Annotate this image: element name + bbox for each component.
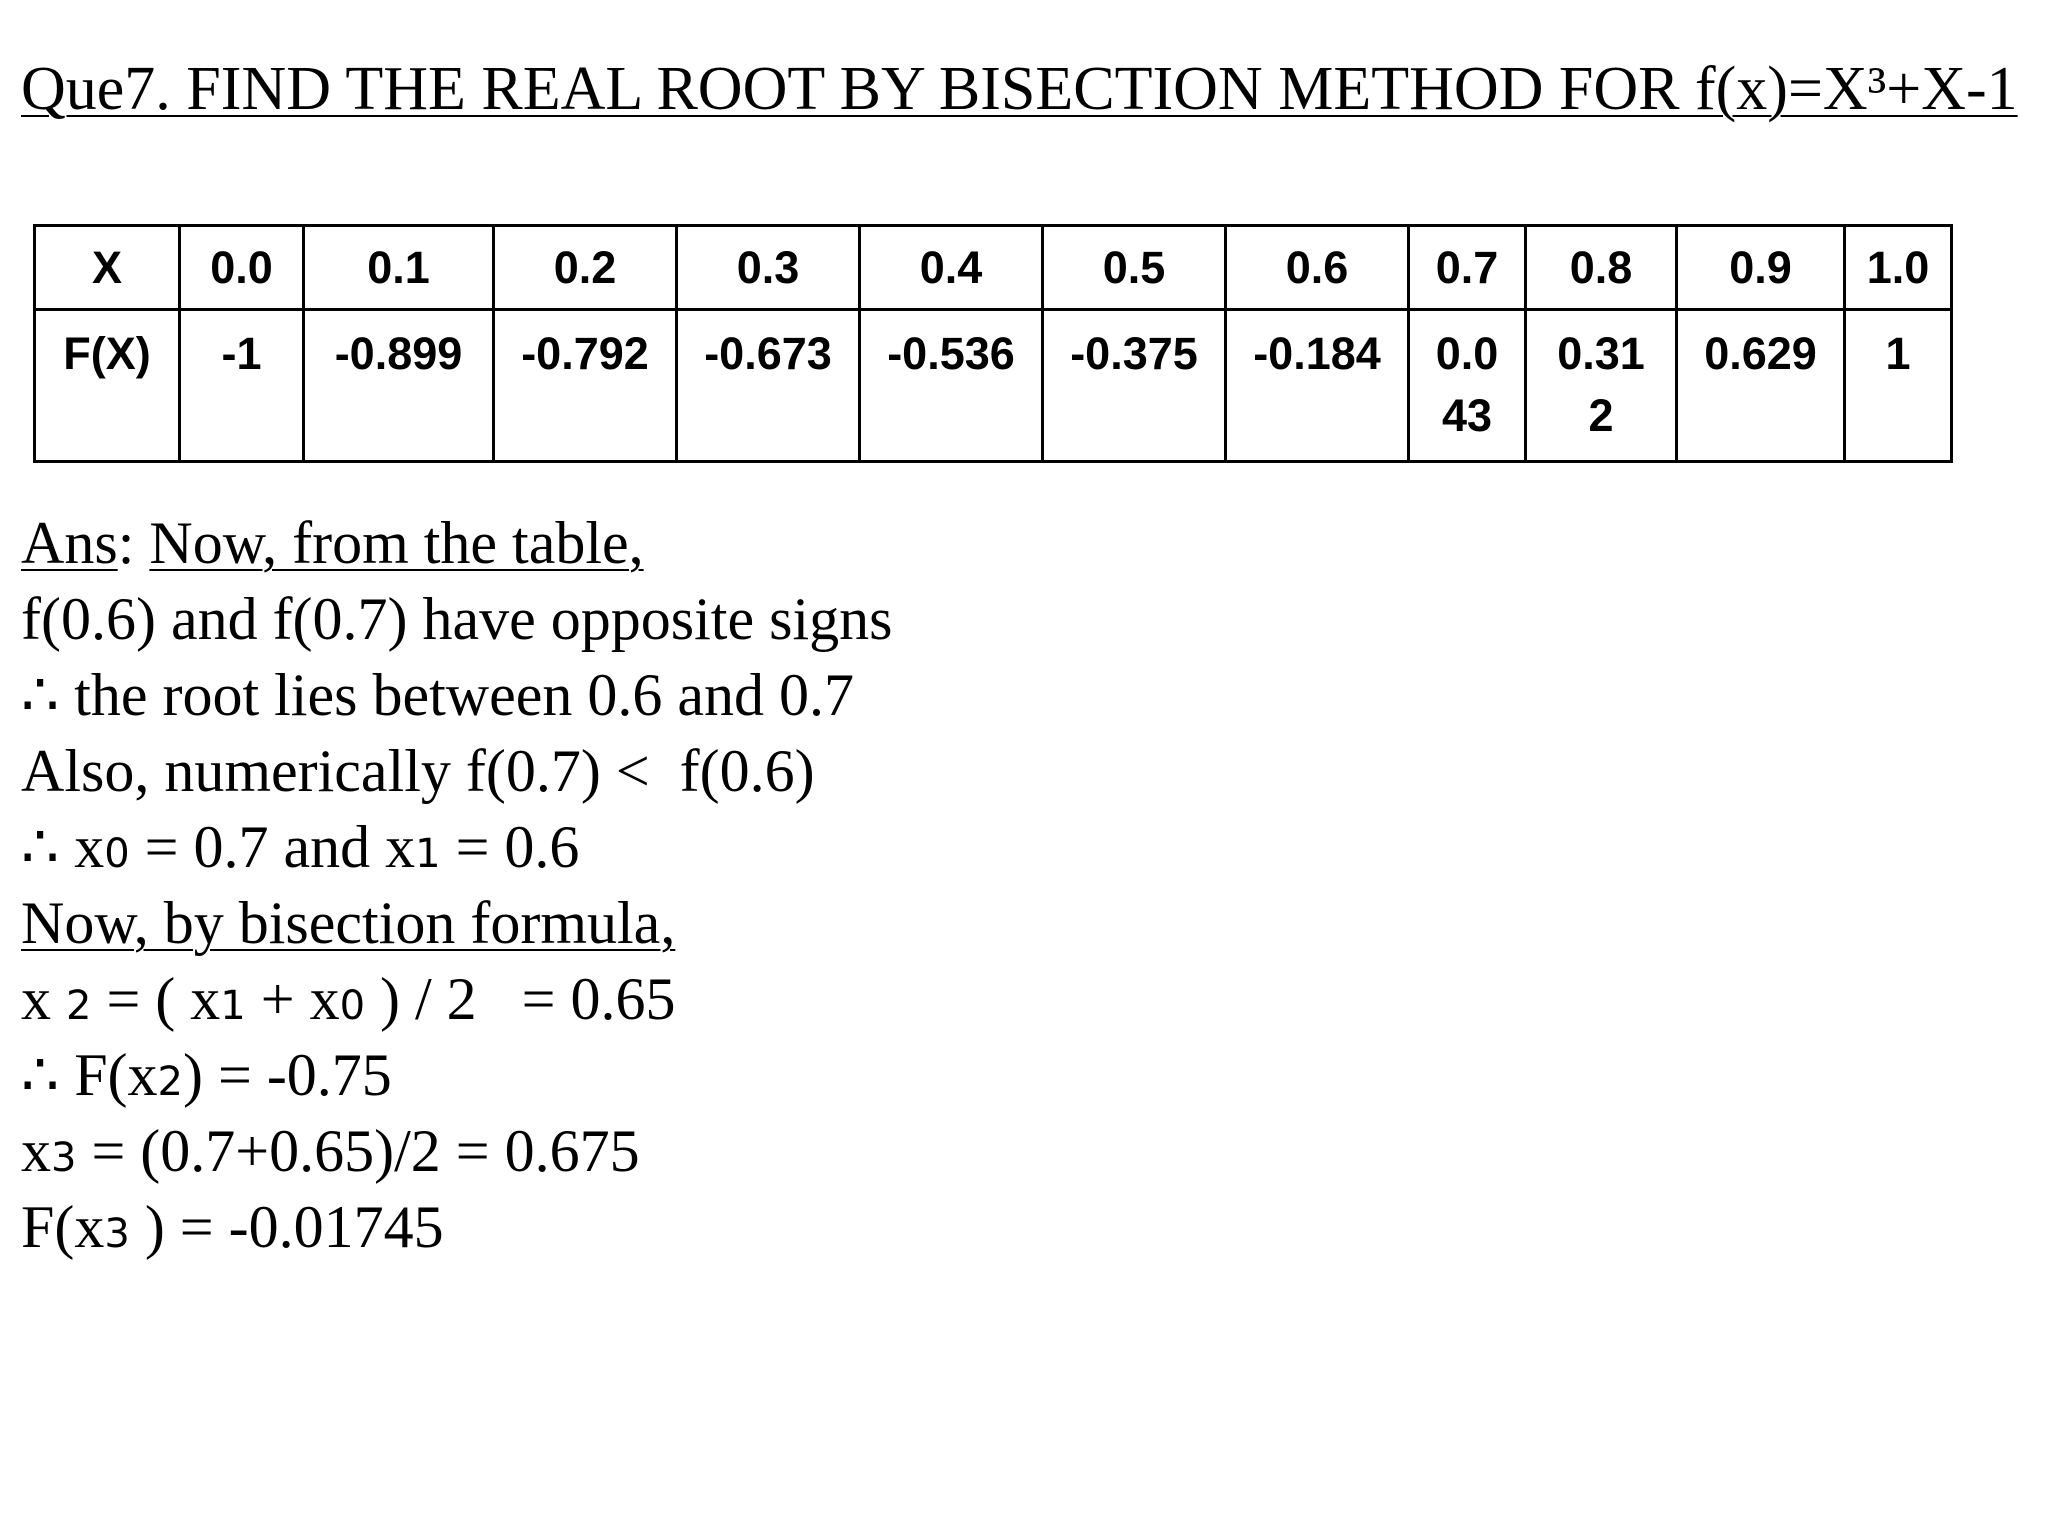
answer-line-formula	[21, 885, 892, 961]
x2-equation-a: = ( x	[91, 966, 221, 1032]
x2-sub1: 1	[220, 983, 246, 1029]
table-cell-fx: -0.375	[1043, 310, 1226, 462]
table-cell-x: 0.7	[1409, 226, 1526, 310]
table-cell-x: 0.9	[1677, 226, 1845, 310]
answer-line-x0-x1	[21, 809, 892, 885]
table-cell-x: 1.0	[1845, 226, 1952, 310]
answer-line-root-between	[21, 657, 892, 733]
x2-label: x	[21, 966, 66, 1032]
table-cell-fx: -0.536	[860, 310, 1043, 462]
table-header-fx: F(X)	[35, 310, 180, 462]
fx2-a: F(x	[74, 1042, 158, 1108]
fx3-subscript: 3	[104, 1211, 130, 1257]
x1-equation: = 0.6	[440, 814, 580, 880]
ans-label: Ans	[21, 510, 118, 576]
table-cell-fx: 0.312	[1526, 310, 1677, 462]
table-cell-fx: 0.043	[1409, 310, 1526, 462]
therefore-symbol: ∴	[21, 662, 60, 728]
x3-equation: = (0.7+0.65)/2 = 0.675	[76, 1118, 640, 1184]
answer-block	[21, 505, 892, 1265]
x3-subscript: 3	[51, 1135, 77, 1181]
formula-heading: Now, by bisection formula,	[21, 890, 676, 956]
answer-line-fx3	[21, 1189, 892, 1265]
table-cell-fx: -0.184	[1226, 310, 1409, 462]
fx3-a: F(x	[21, 1194, 105, 1260]
table-cell-x: 0.4	[860, 226, 1043, 310]
therefore-symbol: ∴	[21, 1042, 60, 1108]
ans-colon: :	[117, 510, 150, 576]
table-cell-fx: -0.792	[494, 310, 677, 462]
therefore-symbol: ∴	[21, 814, 60, 880]
table-cell-x: 0.2	[494, 226, 677, 310]
root-between-text: the root lies between 0.6 and 0.7	[74, 662, 854, 728]
table-cell-fx: 1	[1845, 310, 1952, 462]
x0-label: x	[74, 814, 105, 880]
x2-equation-c: ) / 2 = 0.65	[365, 966, 676, 1032]
question-title: Que7. FIND THE REAL ROOT BY BISECTION METHOD FOR f(x)=X³+X-1	[21, 55, 2018, 123]
fx2-subscript: 2	[157, 1059, 183, 1105]
table-cell-x: 0.8	[1526, 226, 1677, 310]
table-cell-x: 0.1	[304, 226, 494, 310]
table-cell-fx: -0.673	[677, 310, 860, 462]
x0-subscript: 0	[104, 831, 130, 877]
table-row-x	[35, 226, 1952, 310]
answer-intro: Now, from the table,	[149, 510, 644, 576]
table-cell-x: 0.6	[1226, 226, 1409, 310]
table-row-fx	[35, 310, 1952, 462]
answer-line-x3	[21, 1113, 892, 1189]
table-cell-fx: -0.899	[304, 310, 494, 462]
x2-subscript: 2	[66, 983, 92, 1029]
answer-line-opposite-signs: f(0.6) and f(0.7) have opposite signs	[21, 586, 893, 652]
fx3-b: ) = -0.01745	[129, 1194, 444, 1260]
x3-label: x	[21, 1118, 51, 1184]
answer-line-also: Also, numerically f(0.7) < f(0.6)	[21, 738, 815, 804]
table-cell-fx: 0.629	[1677, 310, 1845, 462]
table-cell-fx: -1	[180, 310, 304, 462]
values-table	[33, 224, 1953, 463]
answer-line-fx2	[21, 1037, 892, 1113]
x0-equation: = 0.7 and x	[129, 814, 416, 880]
answer-line-x2	[21, 961, 892, 1037]
x2-sub0: 0	[339, 983, 366, 1029]
table-cell-x: 0.5	[1043, 226, 1226, 310]
x2-equation-b: + x	[245, 966, 340, 1032]
table-cell-x: 0.0	[180, 226, 304, 310]
table-cell-x: 0.3	[677, 226, 860, 310]
fx2-b: ) = -0.75	[183, 1042, 392, 1108]
x1-subscript: 1	[415, 831, 441, 877]
answer-intro-line	[21, 505, 892, 581]
table-header-x: X	[35, 226, 180, 310]
